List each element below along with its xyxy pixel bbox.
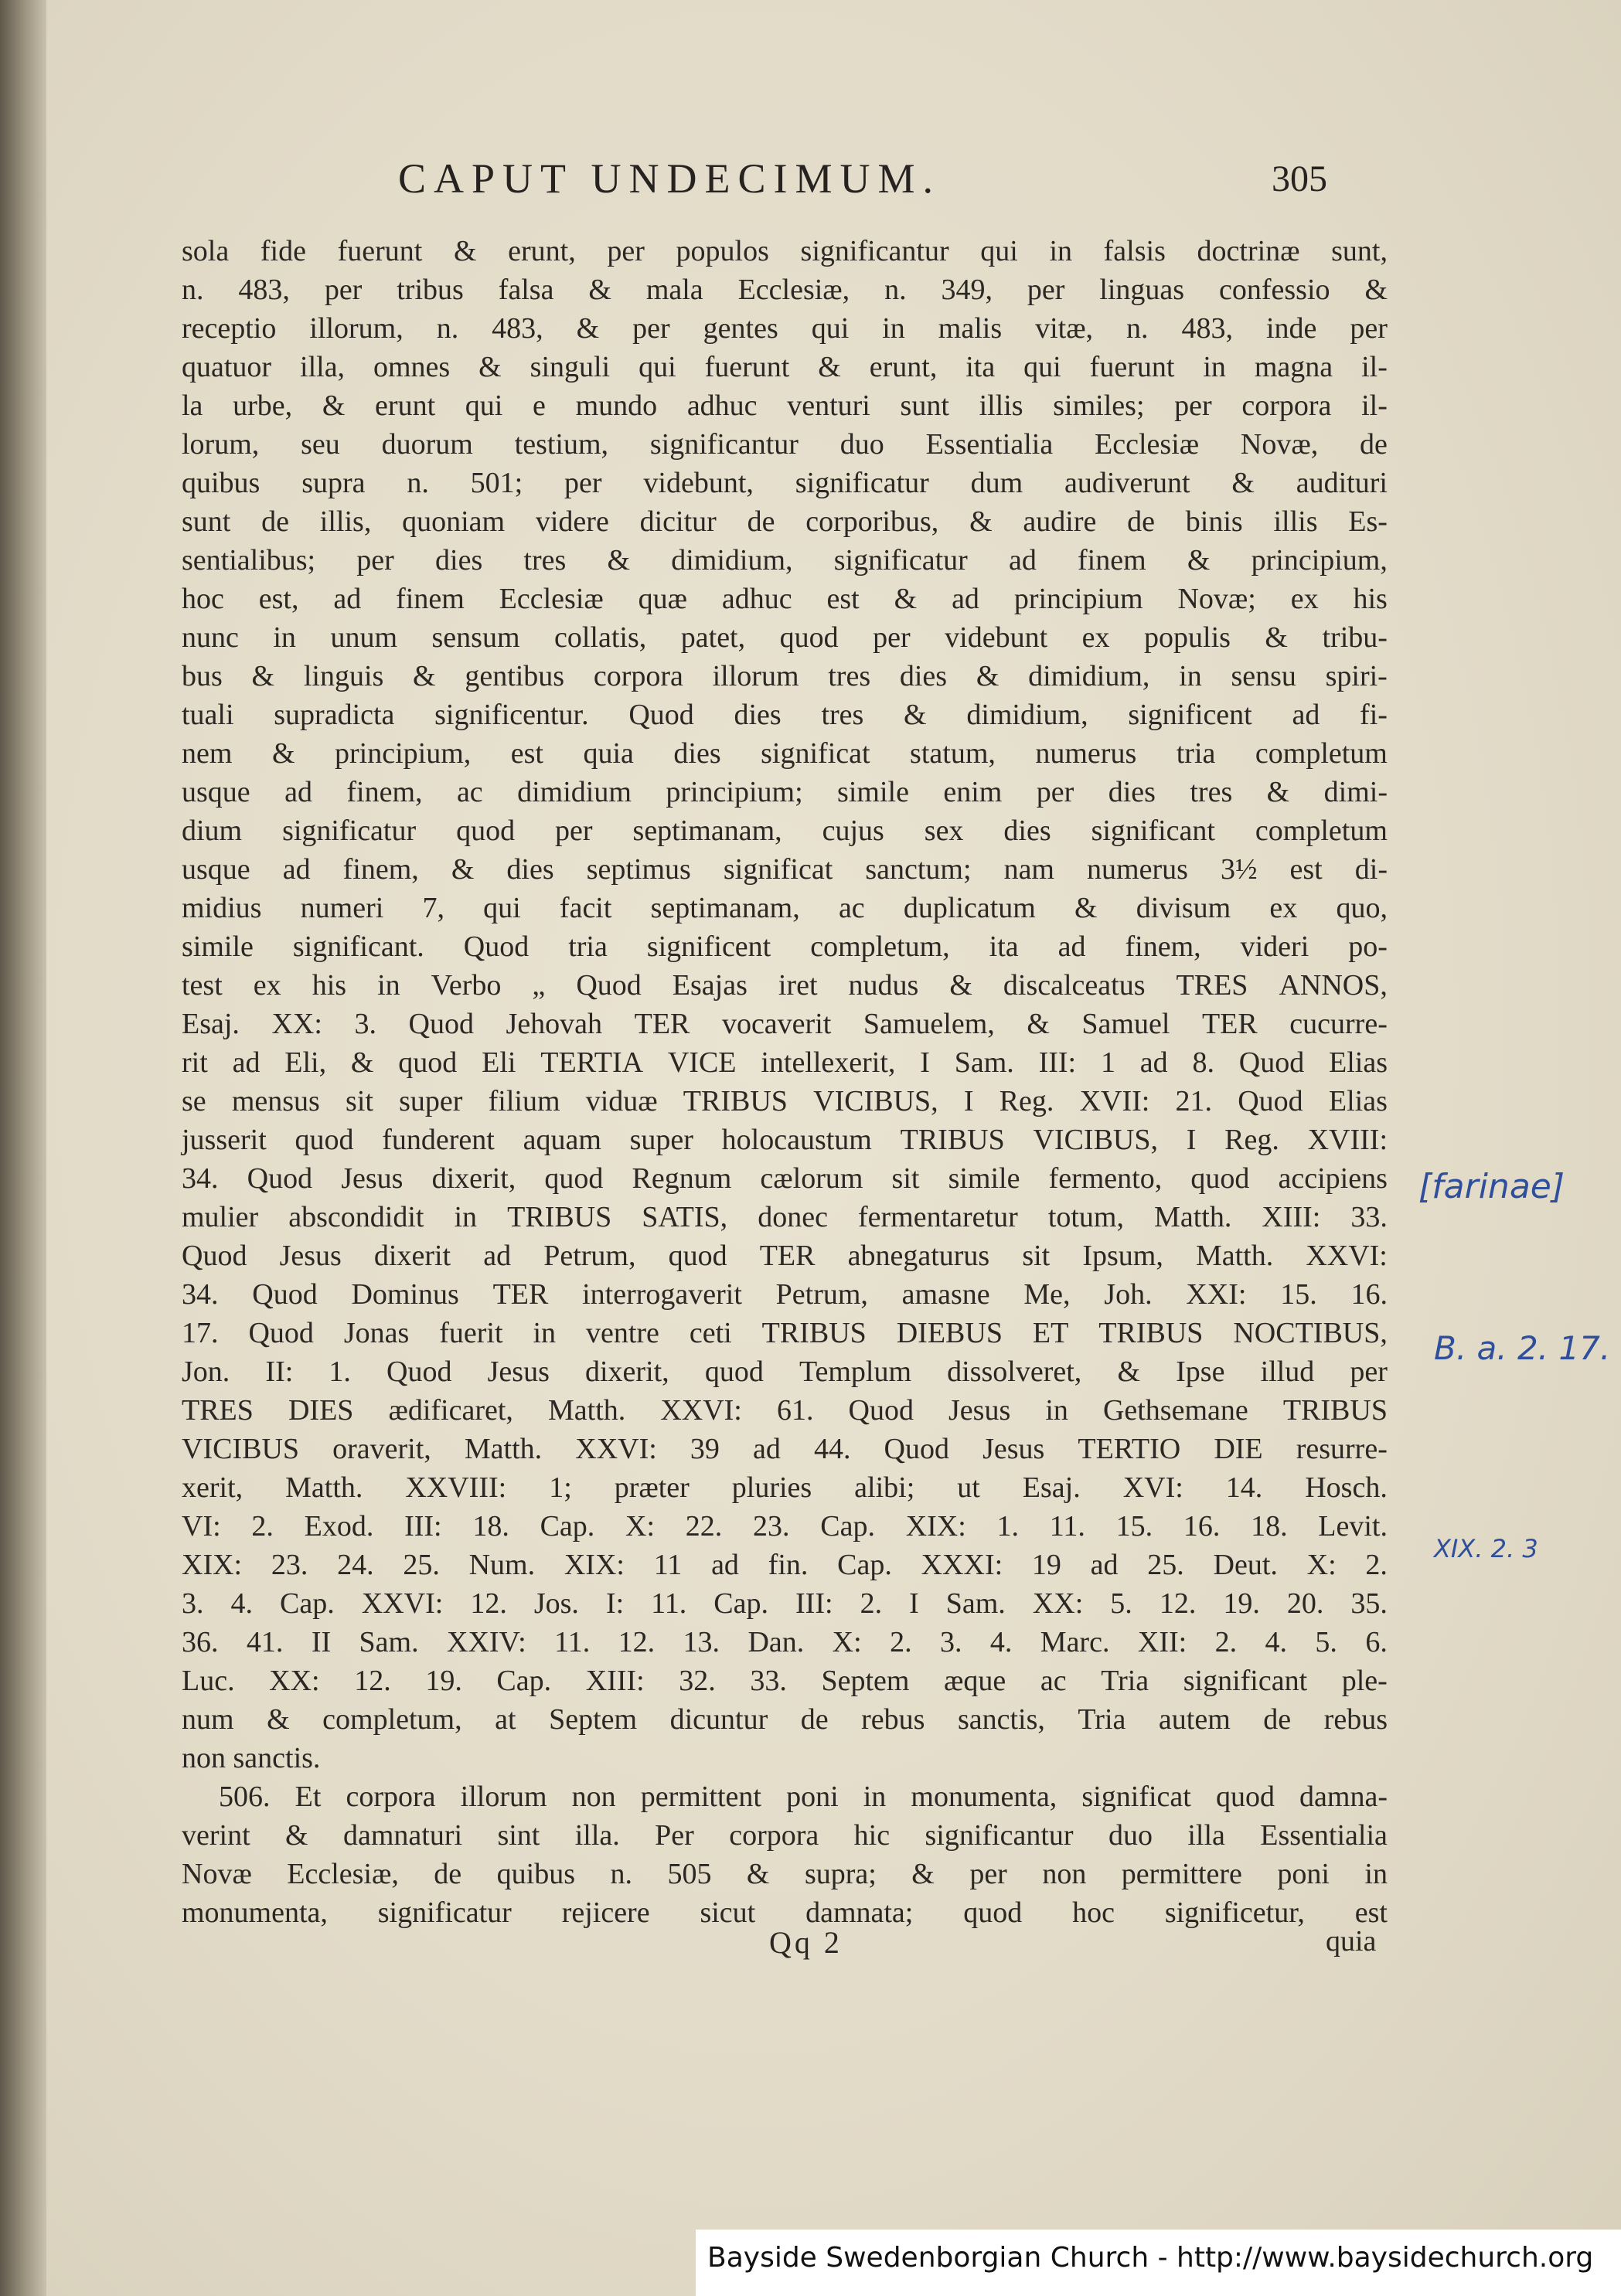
text-line: 3. 4. Cap. XXVI: 12. Jos. I: 11. Cap. III: 2. I Sam. XX: 5. 12. 19. 20. 35. [182,1587,1388,1620]
text-line: verint & damnaturi sint illa. Per corpora hic significantur duo illa Essentialia [182,1819,1388,1852]
text-line: sunt de illis, quoniam videre dicitur de corporibus, & audire de binis illis Es- [182,505,1388,538]
text-line: xerit, Matth. XXVIII: 1; præter pluries alibi; ut Esaj. XVI: 14. Hosch. [182,1471,1388,1504]
text-line: Luc. XX: 12. 19. Cap. XIII: 32. 33. Septem æque ac Tria significant ple- [182,1665,1388,1697]
text-line: VICIBUS oraverit, Matth. XXVI: 39 ad 44. Quod Jesus TERTIO DIE resurre- [182,1433,1388,1465]
text-line: Novæ Ecclesiæ, de quibus n. 505 & supra; & per non permittere poni in [182,1858,1388,1890]
text-line: receptio illorum, n. 483, & per gentes qui in malis vitæ, n. 483, inde per [182,312,1388,345]
text-line: 34. Quod Dominus TER interrogaverit Petrum, amasne Me, Joh. XXI: 15. 16. [182,1278,1388,1311]
text-line: XIX: 23. 24. 25. Num. XIX: 11 ad fin. Cap. XXXI: 19 ad 25. Deut. X: 2. [182,1549,1388,1581]
text-line: Quod Jesus dixerit ad Petrum, quod TER abnegaturus sit Ipsum, Matth. XXVI: [182,1240,1388,1272]
body-text [182,232,1388,1932]
text-line: simile significant. Quod tria significent completum, ita ad finem, videri po- [182,930,1388,963]
page-number: 305 [1272,158,1327,199]
text-line: Jon. II: 1. Quod Jesus dixerit, quod Templum dissolveret, & Ipse illud per [182,1355,1388,1388]
text-line: 506. Et corpora illorum non permittent poni in monumenta, significat quod damna- [219,1781,1388,1813]
text-line: TRES DIES ædificaret, Matth. XXVI: 61. Quod Jesus in Gethsemane TRIBUS [182,1394,1388,1427]
text-line: lorum, seu duorum testium, significantur duo Essentialia Ecclesiæ Novæ, de [182,428,1388,461]
text-line: non sanctis. [182,1742,321,1774]
text-line: nem & principium, est quia dies significat statum, numerus tria completum [182,737,1388,770]
text-line: la urbe, & erunt qui e mundo adhuc venturi sunt illis similes; per corpora il- [182,389,1388,422]
text-line: quatuor illa, omnes & singuli qui fuerunt & erunt, ita qui fuerunt in magna il- [182,351,1388,383]
text-line: usque ad finem, ac dimidium principium; simile enim per dies tres & dimi- [182,776,1388,808]
text-line: sentialibus; per dies tres & dimidium, significatur ad finem & principium, [182,544,1388,577]
page-header [46,155,1621,209]
text-line: test ex his in Verbo „ Quod Esajas iret nudus & discalceatus TRES ANNOS, [182,969,1388,1002]
footer-credit-text: Bayside Swedenborgian Church - http://www.baysidechurch.org [707,2242,1594,2274]
text-line: sola fide fuerunt & erunt, per populos significantur qui in falsis doctrinæ sunt, [182,235,1388,267]
text-line: tuali supradicta significentur. Quod dies tres & dimidium, significent ad fi- [182,699,1388,731]
text-line: n. 483, per tribus falsa & mala Ecclesiæ, n. 349, per linguas confessio & [182,274,1388,306]
handwritten-margin-note-3: XIX. 2. 3 [1434,1534,1538,1563]
text-line: 36. 41. II Sam. XXIV: 11. 12. 13. Dan. X: 2. 3. 4. Marc. XII: 2. 4. 5. 6. [182,1626,1388,1658]
book-page [46,0,1621,2296]
handwritten-margin-note-1: [farinae] [1418,1167,1565,1206]
text-line: Esaj. XX: 3. Quod Jehovah TER vocaverit Samuelem, & Samuel TER cucurre- [182,1008,1388,1040]
text-line: usque ad finem, & dies septimus significat sanctum; nam numerus 3½ est di- [182,853,1388,886]
text-line: 17. Quod Jonas fuerit in ventre ceti TRIBUS DIEBUS ET TRIBUS NOCTIBUS, [182,1317,1388,1349]
text-line: quibus supra n. 501; per videbunt, significatur dum audiverunt & audituri [182,467,1388,499]
text-line: se mensus sit super filium viduæ TRIBUS VICIBUS, I Reg. XVII: 21. Quod Elias [182,1085,1388,1117]
text-line: VI: 2. Exod. III: 18. Cap. X: 22. 23. Cap. XIX: 1. 11. 15. 16. 18. Levit. [182,1510,1388,1543]
catchword: quia [1326,1925,1377,1958]
text-line: 34. Quod Jesus dixerit, quod Regnum cælorum sit simile fermento, quod accipiens [182,1162,1388,1195]
handwritten-margin-note-2: B. a. 2. 17. [1434,1329,1611,1367]
text-line: hoc est, ad finem Ecclesiæ quæ adhuc est & ad principium Novæ; ex his [182,583,1388,615]
signature-mark: Qq 2 [769,1925,843,1960]
text-line: bus & linguis & gentibus corpora illorum tres dies & dimidium, in sensu spiri- [182,660,1388,692]
text-line: midius numeri 7, qui facit septimanam, ac duplicatum & divisum ex quo, [182,892,1388,924]
chapter-title: CAPUT UNDECIMUM. [398,155,942,202]
text-line: jusserit quod funderent aquam super holocaustum TRIBUS VICIBUS, I Reg. XVIII: [182,1124,1388,1156]
text-line: dium significatur quod per septimanam, cujus sex dies significant completum [182,815,1388,847]
text-line: rit ad Eli, & quod Eli TERTIA VICE intellexerit, I Sam. III: 1 ad 8. Quod Elias [182,1046,1388,1079]
footer-credit-bar [696,2230,1621,2296]
text-line: num & completum, at Septem dicuntur de rebus sanctis, Tria autem de rebus [182,1703,1388,1736]
text-line: monumenta, significatur rejicere sicut damnata; quod hoc significetur, est [182,1896,1388,1929]
text-line: mulier abscondidit in TRIBUS SATIS, donec fermentaretur totum, Matth. XIII: 33. [182,1201,1388,1233]
text-line: nunc in unum sensum collatis, patet, quod per videbunt ex populis & tribu- [182,621,1388,654]
